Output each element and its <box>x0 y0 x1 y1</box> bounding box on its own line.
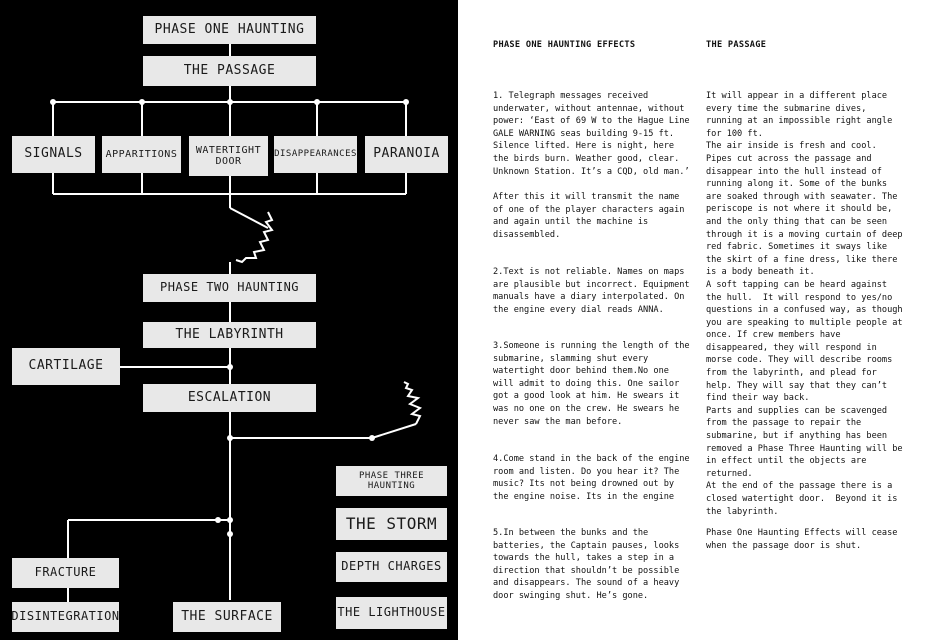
fracture-label: FRACTURE <box>34 565 97 580</box>
cartilage-label: CARTILAGE <box>28 358 104 374</box>
effect-1: 1. Telegraph messages received underwater, without antennae, without power: ‘East of 69 W to the Hague Line GALE WARNING seas building 9-15 ft. Silence lifted. Here is night, here the birds burn. Weather good, clear. Unknown Station. It’s a CQD, old man.’ <box>493 91 690 177</box>
apparitions-node <box>102 136 181 173</box>
disappearances-label: DISAPPEARANCES <box>274 149 357 160</box>
fracture-node <box>12 558 119 588</box>
phase-one-label: PHASE ONE HAUNTING <box>154 21 305 37</box>
phase-two-haunting-node <box>143 274 316 302</box>
signals-node <box>12 136 95 173</box>
the-passage-node <box>143 56 316 86</box>
effect-2: 2.Text is not reliable. Names on maps are plausible but incorrect. Equipment manuals have a diary interpolated. On the engine every dial reads ANNA. <box>493 267 690 315</box>
the-surface-node <box>173 602 281 632</box>
the-labyrinth-label: THE LABYRINTH <box>175 326 284 342</box>
the-storm-node <box>336 508 447 540</box>
depth-charges-label: DEPTH CHARGES <box>341 559 442 574</box>
the-surface-label: THE SURFACE <box>181 608 273 624</box>
depth-charges-node <box>336 552 447 582</box>
the-lighthouse-node <box>336 597 447 629</box>
effect-1-followup: After this it will transmit the name of one of the player characters again and again until the machine is disassembled. <box>493 192 685 240</box>
effect-3: 3.Someone is running the length of the submarine, slamming shut every watertight door behind them.No one will admit to doing this. One sailor got a good look at him. He swears it was no one on the crew. He swears he never saw the man before. <box>493 341 690 427</box>
the-storm-label: THE STORM <box>345 513 438 533</box>
connector-lines <box>0 0 458 640</box>
passage-description: It will appear in a different place every time the submarine dives, running at an impossible right angle for 100 ft. The air inside is fresh and cool. Pipes cut across the passage and disappear into the hull instead of running along it. Some of the bunks are soaked through with seawater. The periscope is not where it should be, and the only thing that can be seen through it is a moving curtain of deep red fabric. Sometimes it sways like the skirt of a fine dress, like there is a body beneath it. A soft tapping can be heard against the hull. It will respond to yes/no questions in a confused way, as though you are speaking to multiple people at once. If crew members have disappeared, they will respond in morse code. They will describe rooms from the labyrinth, and plead for help. They will say that they can’t find their way back. Parts and supplies can be scavenged from the passage to repair the submarine, but if anything has been removed a Phase Three Haunting will be in effect until the objects are returned. At the end of the passage there is a closed watertight door. Beyond it is the labyrinth. <box>706 91 903 517</box>
disintegration-node <box>12 602 119 632</box>
paranoia-node <box>365 136 448 173</box>
apparitions-label: APPARITIONS <box>105 148 178 160</box>
escalation-node <box>143 384 316 412</box>
passage-heading: THE PASSAGE <box>706 40 767 50</box>
effect-5: 5.In between the bunks and the batteries, the Captain pauses, looks towards the hull, takes a step in a direction that shouldn’t be possible and disappears. The sound of a heavy door swinging shut. He’s gone. <box>493 528 680 601</box>
disintegration-label: DISINTEGRATION <box>11 609 120 624</box>
passage-cease-note: Phase One Haunting Effects will cease when the passage door is shut. <box>706 528 898 551</box>
escalation-label: ESCALATION <box>187 389 272 405</box>
text-panel <box>458 0 930 640</box>
phase-one-haunting-node <box>143 16 316 44</box>
the-passage-label: THE PASSAGE <box>183 62 276 78</box>
watertight-label: WATERTIGHT <box>195 144 262 156</box>
the-labyrinth-node <box>143 322 316 348</box>
disappearances-node <box>274 136 357 173</box>
phase-two-label: PHASE TWO HAUNTING <box>159 280 300 295</box>
cartilage-node <box>12 348 120 385</box>
phase-three-haunting-node <box>336 466 447 496</box>
the-lighthouse-label: THE LIGHTHOUSE <box>337 605 446 620</box>
effect-4: 4.Come stand in the back of the engine room and listen. Do you hear it? The music? Its not being drowned out by the engine noise. Its in the engine <box>493 454 690 502</box>
flowchart-panel <box>0 0 458 640</box>
paranoia-label: PARANOIA <box>373 146 440 162</box>
effects-heading: PHASE ONE HAUNTING EFFECTS <box>493 40 636 50</box>
phase-three-label: PHASE THREE HAUNTING <box>358 470 425 491</box>
watertight-door-node <box>189 136 268 176</box>
door-label: DOOR <box>215 156 242 167</box>
signals-label: SIGNALS <box>24 146 83 162</box>
